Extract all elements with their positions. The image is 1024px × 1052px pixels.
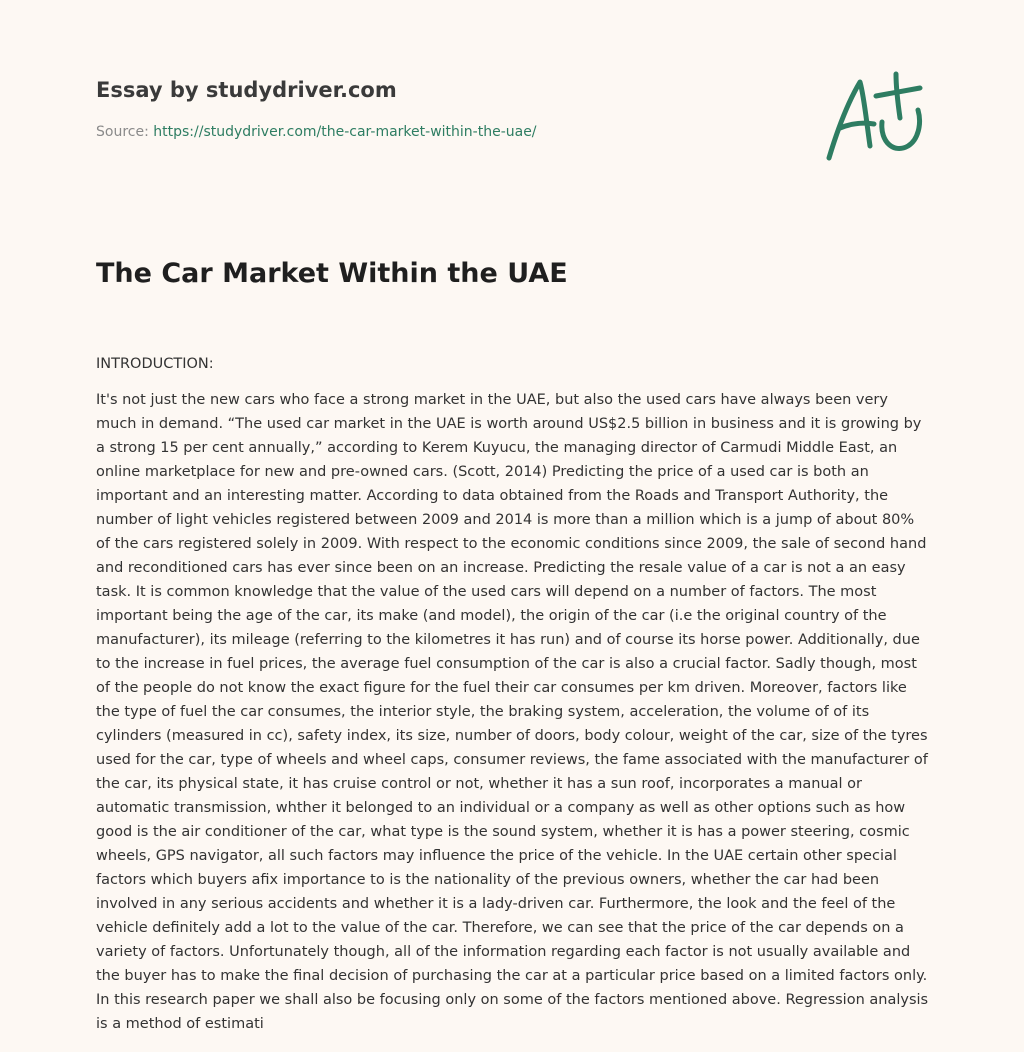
section-heading: INTRODUCTION: (96, 356, 214, 372)
site-title: Essay by studydriver.com (96, 78, 397, 102)
document-title: The Car Market Within the UAE (96, 258, 568, 289)
source-link[interactable]: https://studydriver.com/the-car-market-within-the-uae/ (153, 124, 537, 140)
source-line (96, 122, 736, 142)
header (96, 74, 736, 142)
body-paragraph: It's not just the new cars who face a strong market in the UAE, but also the used cars have always been very much in demand. “The used car market in the UAE is worth around US$2.5 billion in business and it is growing by a strong 15 per cent annually,” according to Kerem Kuyucu, the managing director of Carmudi Middle East, an online marketplace for new and pre-owned cars. (Scott, 2014) Predicting the price of a used car is both an important and an interesting matter. According to data obtained from the Roads and Transport Authority, the number of light vehicles registered between 2009 and 2014 is more than a million which is a jump of about 80% of the cars registered solely in 2009. With respect to the economic conditions since 2009, the sale of second hand and reconditioned cars has ever since been on an increase. Predicting the resale value of a car is not a an easy task. It is common knowledge that the value of the used cars will depend on a number of factors. The most important being the age of the car, its make (and model), the origin of the car (i.e the original country of the manufacturer), its mileage (referring to the kilometres it has run) and of course its horse power. Additionally, due to the increase in fuel prices, the average fuel consumption of the car is also a crucial factor. Sadly though, most of the people do not know the exact figure for the fuel their car consumes per km driven. Moreover, factors like the type of fuel the car consumes, the interior style, the braking system, acceleration, the volume of of its cylinders (measured in cc), safety index, its size, number of doors, body colour, weight of the car, size of the tyres used for the car, type of wheels and wheel caps, consumer reviews, the fame associated with the manufacturer of the car, its physical state, it has cruise control or not, whether it has a sun roof, incorporates a manual or automatic transmission, whther it belonged to an individual or a company as well as other options such as how good is the air conditioner of the car, what type is the sound system, whether it is has a power steering, cosmic wheels, GPS navigator, all such factors may influence the price of the vehicle. In the UAE certain other special factors which buyers afix importance to is the nationality of the previous owners, whether the car had been involved in any serious accidents and whether it is a lady-driven car. Furthermore, the look and the feel of the vehicle definitely add a lot to the value of the car. Therefore, we can see that the price of the car depends on a variety of factors. Unfortunately though, all of the information regarding each factor is not usually available and the buyer has to make the final decision of purchasing the car at a particular price based on a limited factors only. In this research paper we shall also be focusing only on some of the factors mentioned above. Regression analysis is a method of estimati (96, 392, 929, 1032)
a-plus-logo-graphic (820, 66, 930, 166)
source-label: Source: (96, 124, 154, 140)
a-plus-logo-icon (820, 66, 930, 166)
